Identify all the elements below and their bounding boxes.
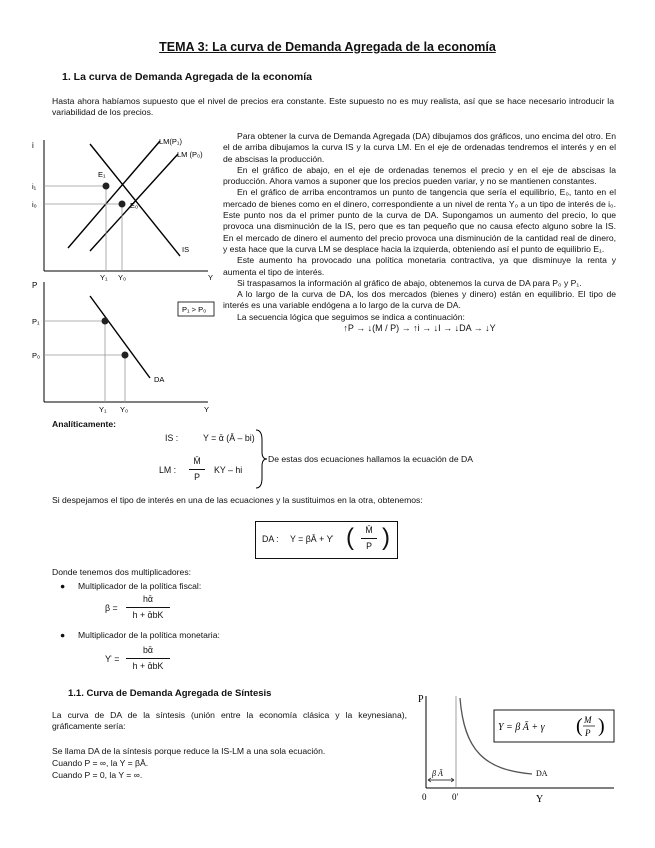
paragraph: Si traspasamos la información al gráfico de abajo, obtenemos la curva de DA para P₀ y P₁. — [237, 277, 582, 288]
y-axis-label: Y — [536, 794, 544, 805]
synthesis-line: Cuando P = 0, la Y = ∞. — [52, 770, 143, 780]
is-curve — [90, 144, 180, 256]
da-curve — [90, 296, 150, 378]
paragraph: Para obtener la curva de Demanda Agregada (DA) dibujamos dos gráficos, uno encima del otro. En el de arriba dibujamos la curva IS y la curva LM. En el eje de ordenadas tendremos el interés y en el de abscisas la producción. — [223, 131, 616, 164]
gamma-denominator: h + ᾱbK — [132, 661, 164, 671]
da-label: DA — [154, 375, 165, 384]
close-paren: ) — [598, 715, 605, 737]
y0-label: Y₀ — [118, 273, 127, 282]
p0-point — [122, 352, 129, 359]
open-paren: ( — [576, 715, 583, 737]
e0-point — [119, 201, 126, 208]
note-label: P₁ > P₀ — [182, 305, 207, 314]
synthesis-line: Se llama DA de la síntesis porque reduce la IS-LM a una sola ecuación. — [52, 746, 326, 756]
da-eq-label: DA : — [262, 534, 279, 544]
paragraph: En el gráfico de abajo, en el eje de ordenadas tenemos el precio y en el eje de abscisas la producción. Ahora vamos a suponer que los precios pueden variar, y no se mantienen constantes. — [223, 164, 616, 187]
paragraph: La secuencia lógica que seguimos se indica a continuación: — [237, 311, 465, 322]
fraction-bar — [126, 607, 170, 608]
beta-label: β = — [105, 603, 118, 613]
e0-label: E₀ — [130, 201, 139, 210]
synthesis-formula: Y = β Ā + γ — [498, 722, 545, 733]
paragraph: A lo largo de la curva de DA, los dos mercados (bienes y dinero) están en equilibrio. El tipo de interés es una variable endógena a lo largo de la curva de DA. — [223, 289, 616, 311]
p0-label: P₀ — [32, 351, 41, 360]
i1-label: i₁ — [32, 182, 37, 191]
lm-rest: KY – hi — [214, 465, 243, 475]
origin-prime-label: 0′ — [452, 792, 459, 802]
page-title: TEMA 3: La curva de Demanda Agregada de la economía — [159, 40, 496, 54]
da-graph — [30, 278, 220, 418]
bullet-icon: ● — [60, 581, 66, 591]
monetary-label: Multiplicador de la política monetaria: — [78, 630, 220, 640]
p1-label: P₁ — [32, 317, 40, 326]
synthesis-graph — [414, 690, 626, 808]
analytic-label: Analíticamente: — [52, 419, 116, 429]
y1-label: Y₁ — [100, 273, 108, 282]
ba-label: β Ā — [432, 769, 443, 778]
logic-sequence: ↑P → ↓(M / P) → ↑i → ↓I → ↓DA → ↓Y — [343, 323, 496, 334]
islm-graph — [30, 136, 220, 282]
subsection-heading: 1.1. Curva de Demanda Agregada de Síntesis — [68, 688, 272, 699]
open-paren: ( — [346, 524, 354, 551]
multipliers-intro: Donde tenemos dos multiplicadores: — [52, 567, 192, 577]
y0-label: Y₀ — [120, 405, 129, 414]
y-axis-label: Y — [208, 273, 214, 282]
fraction-bar — [361, 538, 377, 539]
lm-numerator: M̄ — [193, 456, 201, 466]
close-paren: ) — [382, 524, 390, 551]
is-equation: Y = ᾱ (Ā – bi) — [203, 433, 255, 443]
despeje-text: Si despejamos el tipo de interés en una de las ecuaciones y la sustituimos en la otra, obtenemos: — [52, 495, 423, 505]
da-curve — [460, 698, 532, 774]
p-axis-label: P — [32, 281, 38, 290]
y1-label: Y₁ — [99, 405, 107, 414]
lm-eq-label: LM : — [159, 465, 177, 475]
p1-point — [102, 318, 109, 325]
lm1-curve — [68, 141, 160, 248]
beta-numerator: hᾱ — [143, 594, 153, 604]
e1-point — [103, 183, 110, 190]
paragraph: Este aumento ha provocado una política monetaria contractiva, ya que disminuye la renta y aumenta el tipo de interés. — [223, 255, 616, 277]
lm1-label: LM(P₁) — [159, 137, 182, 146]
da-denominator: P — [366, 541, 372, 551]
p-axis-label: P — [418, 694, 424, 705]
da-label: DA — [536, 769, 548, 778]
fraction-bar — [126, 658, 170, 659]
lm0-label: LM (P₀) — [177, 150, 203, 159]
gamma-numerator: bᾱ — [143, 645, 153, 655]
brace-icon — [254, 428, 268, 490]
y-axis-label: Y — [204, 405, 210, 414]
fiscal-label: Multiplicador de la política fiscal: — [78, 581, 202, 591]
intro-paragraph: Hasta ahora habíamos supuesto que el nivel de precios era constante. Este supuesto no es muy realista, así que se hace necesario introducir la variabilidad de los precios. — [52, 96, 614, 118]
formula-numerator: M — [584, 715, 592, 725]
formula-denominator: P — [585, 728, 591, 738]
e1-label: E₁ — [98, 170, 106, 179]
synthesis-line: Cuando P = ∞, la Y = βĀ. — [52, 758, 149, 768]
paragraph: En el gráfico de arriba encontramos un punto de tangencia que sería el equilibrio, E₀, tanto en el mercado de bienes como en el dinero, correspondiente a un nivel de renta Y₀ a un tipo de interés de i₀. Este punto nos da el primer punto de la curva de DA. Supongamos un aumento del precio, lo que provoca una disminución de la IS, pero que es tan pequeño que no causa efecto alguno sobre la IS. En el mercado de dinero el aumento del precio provoca una disminución de la cantidad real de dinero, y esta hace que la curva LM se desplace hacia la izquierda, obteniendo así el punto de equilibrio E₁. — [223, 187, 616, 254]
gamma-label: ϒ = — [105, 654, 120, 664]
bullet-icon: ● — [60, 630, 66, 640]
da-equation: Y = βĀ + ϒ — [290, 534, 334, 544]
origin-label: 0 — [422, 792, 427, 802]
i0-label: i₀ — [32, 200, 37, 209]
da-numerator: M̄ — [365, 525, 373, 535]
i-axis-label: i — [32, 141, 34, 150]
is-eq-label: IS : — [165, 433, 179, 443]
synthesis-paragraph: La curva de DA de la síntesis (unión entre la economía clásica y la keynesiana), gráficamente sería: — [52, 710, 407, 732]
explanation-text — [223, 131, 616, 334]
lm-denominator: P — [194, 472, 200, 482]
brace-text: De estas dos ecuaciones hallamos la ecuación de DA — [268, 454, 473, 464]
beta-denominator: h + ᾱbK — [132, 610, 164, 620]
fraction-bar — [189, 469, 205, 470]
section-heading: 1. La curva de Demanda Agregada de la economía — [62, 71, 312, 83]
is-label: IS — [182, 245, 190, 254]
